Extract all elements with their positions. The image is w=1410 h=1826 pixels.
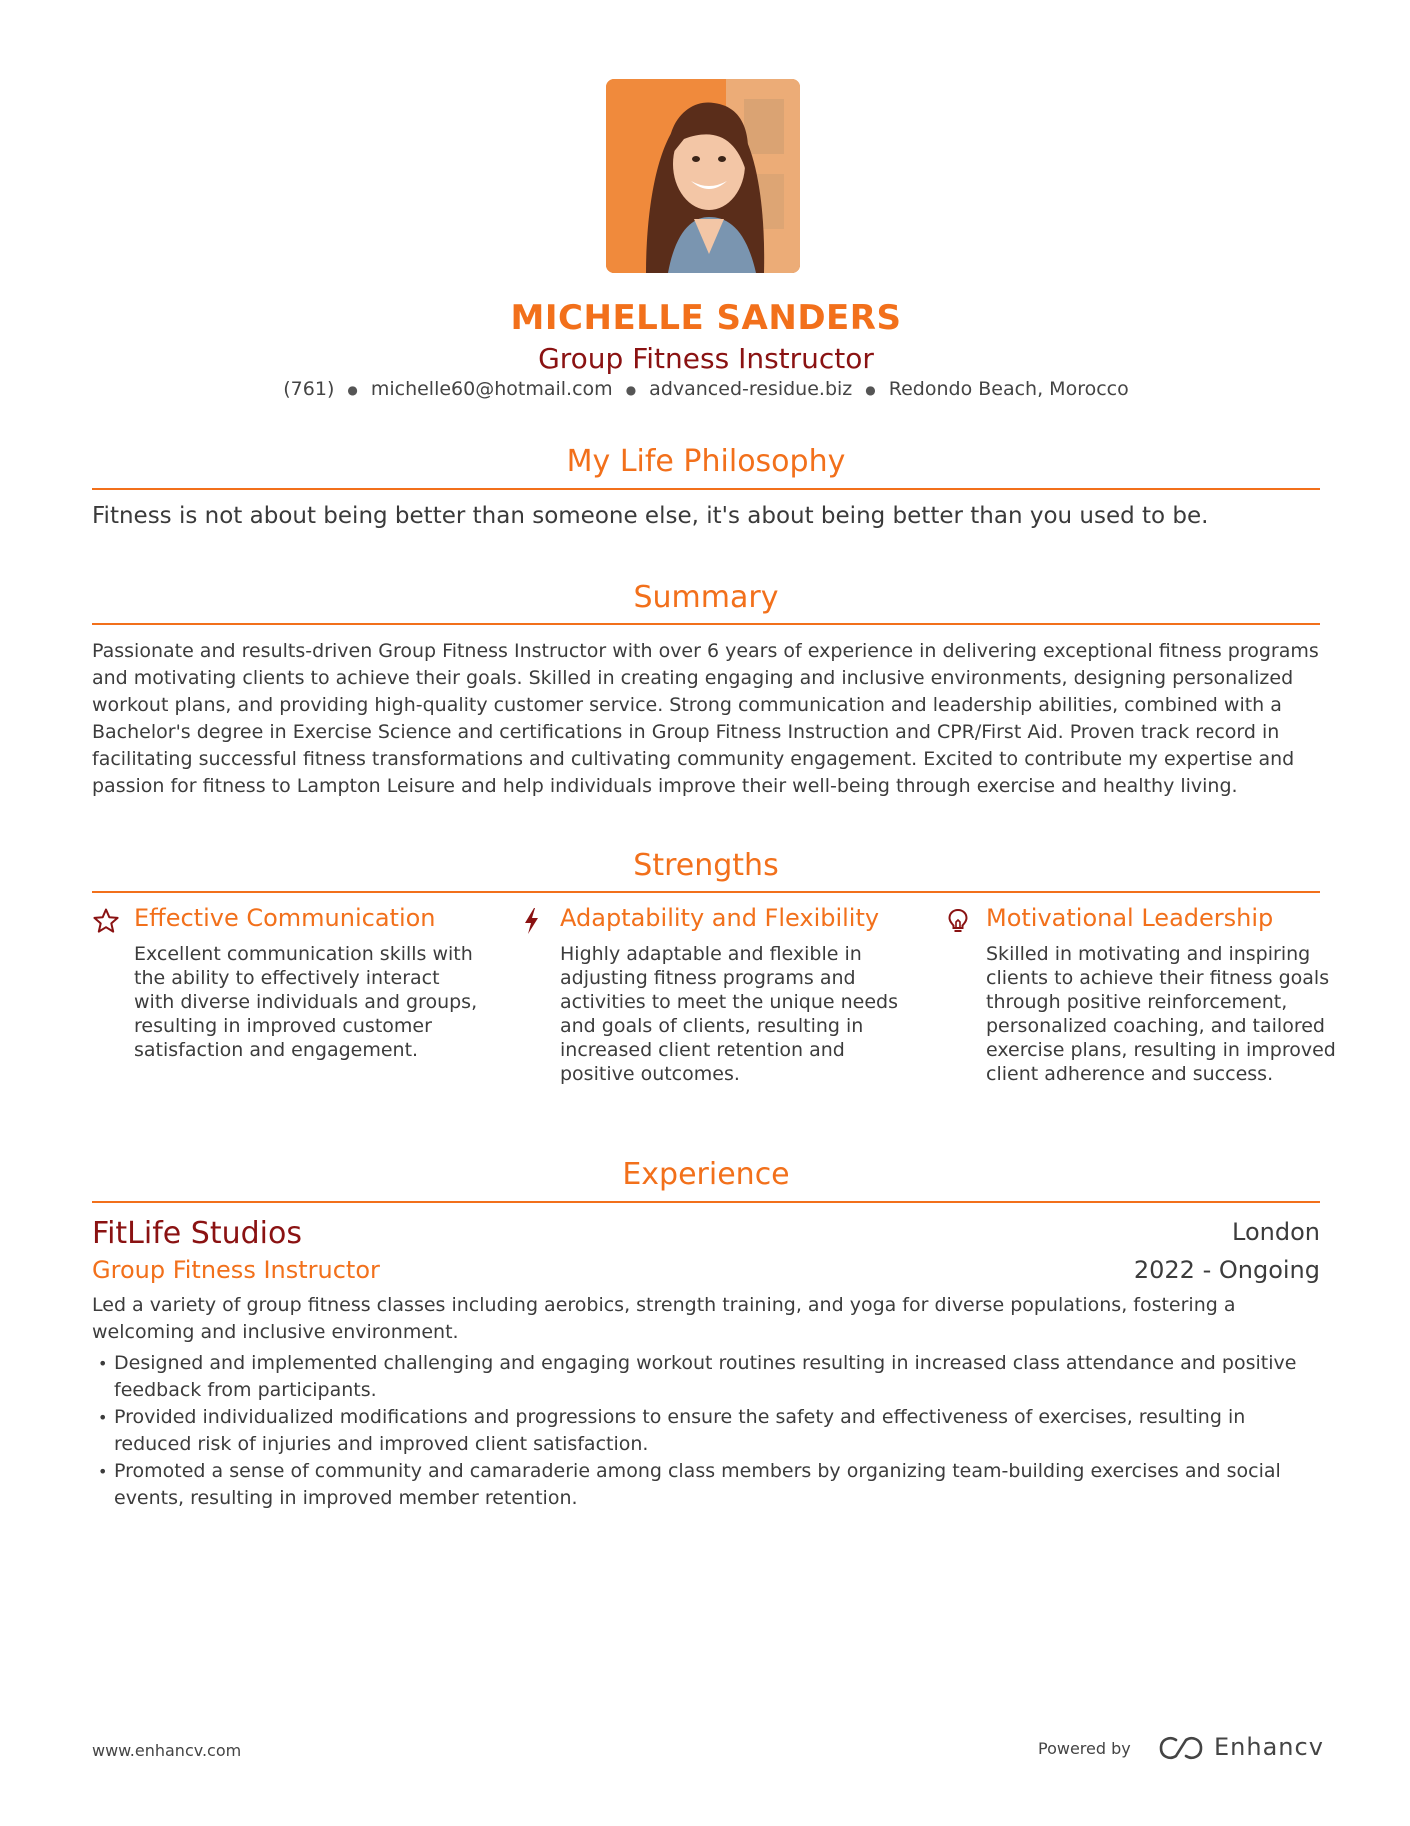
lightning-icon: [518, 907, 546, 935]
contact-website[interactable]: advanced-residue.biz: [649, 378, 853, 400]
job-bullets: [92, 1350, 1320, 1512]
section-divider: [92, 623, 1320, 625]
candidate-name: MICHELLE SANDERS: [510, 298, 902, 338]
job-location: London: [1232, 1218, 1320, 1246]
footer-powered-by: Powered by: [1038, 1739, 1131, 1758]
section-divider: [92, 891, 1320, 893]
job-dates: 2022 - Ongoing: [1133, 1256, 1320, 1284]
separator-dot: ●: [865, 382, 876, 397]
job-bullet: [92, 1350, 1320, 1404]
contact-location: Redondo Beach, Morocco: [888, 378, 1129, 400]
separator-dot: ●: [625, 382, 637, 397]
summary-text: Passionate and results-driven Group Fitness Instructor with over 6 years of experience in delivering exceptional fitness programs and motivating clients to achieve their goals. Skilled in creating engaging and inclusive environments, designing personalized workout plans, and providing high-quality customer service. Strong communication and leadership abilities, combined with a Bachelor's degree in Exercise Science and certifications in Group Fitness Instruction and CPR/First Aid. Proven track record in facilitating successful fitness transformations and cultivating community engagement. Excited to contribute my expertise and passion for fitness to Lampton Leisure and help individuals improve their well-being through exercise and healthy living.: [92, 640, 1319, 797]
experience-heading: Experience: [622, 1157, 790, 1192]
job-bullet: [92, 1458, 1320, 1512]
brand-name: Enhancv: [1214, 1733, 1324, 1761]
strength-title: Motivational Leadership: [986, 904, 1274, 932]
profile-photo-illustration: [606, 79, 800, 273]
job-description: Led a variety of group fitness classes including aerobics, strength training, and yoga for diverse populations, fostering a welcoming and inclusive environment.: [92, 1294, 1236, 1343]
section-divider: [92, 488, 1320, 490]
strength-description: Excellent communication skills with the ability to effectively interact with diverse individuals and groups, resulting in improved customer satisfaction and engagement.: [134, 943, 478, 1061]
bullet-dot: •: [98, 1354, 108, 1373]
job-bullet: [92, 1404, 1320, 1458]
job-role: Group Fitness Instructor: [92, 1256, 380, 1284]
job-bullet-text: Promoted a sense of community and camaraderie among class members by organizing team-building exercises and social events, resulting in improved member retention.: [114, 1460, 1281, 1509]
candidate-title: Group Fitness Instructor: [538, 342, 874, 375]
contact-line: [92, 378, 1320, 400]
philosophy-heading: My Life Philosophy: [566, 444, 846, 479]
bullet-dot: •: [98, 1408, 108, 1427]
strength-title: Adaptability and Flexibility: [560, 904, 880, 932]
philosophy-text: Fitness is not about being better than someone else, it's about being better than you used to be.: [92, 503, 1209, 529]
separator-dot: ●: [347, 382, 358, 397]
contact-email[interactable]: michelle60@hotmail.com: [370, 378, 613, 400]
strength-description: Highly adaptable and flexible in adjusting fitness programs and activities to meet the unique needs and goals of clients, resulting in increased client retention and positive outcomes.: [560, 943, 898, 1085]
footer-website[interactable]: www.enhancv.com: [92, 1741, 242, 1760]
contact-phone: (761): [283, 378, 335, 400]
company-name: FitLife Studios: [92, 1216, 302, 1251]
enhancv-logo-icon: [1156, 1730, 1206, 1766]
profile-photo: [606, 79, 800, 273]
enhancv-logo[interactable]: [1156, 1730, 1324, 1766]
strength-title: Effective Communication: [134, 904, 436, 932]
lightbulb-icon: [944, 907, 972, 935]
summary-heading: Summary: [633, 580, 779, 615]
star-icon: [92, 907, 120, 935]
job-bullet-text: Designed and implemented challenging and engaging workout routines resulting in increased class attendance and positive feedback from participants.: [114, 1352, 1297, 1401]
strengths-heading: Strengths: [633, 848, 779, 883]
strength-description: Skilled in motivating and inspiring clients to achieve their fitness goals through positive reinforcement, personalized coaching, and tailored exercise plans, resulting in improved client adherence and success.: [986, 943, 1336, 1085]
bullet-dot: •: [98, 1462, 108, 1481]
job-bullet-text: Provided individualized modifications and progressions to ensure the safety and effectiveness of exercises, resulting in reduced risk of injuries and improved client satisfaction.: [114, 1406, 1246, 1455]
section-divider: [92, 1201, 1320, 1203]
